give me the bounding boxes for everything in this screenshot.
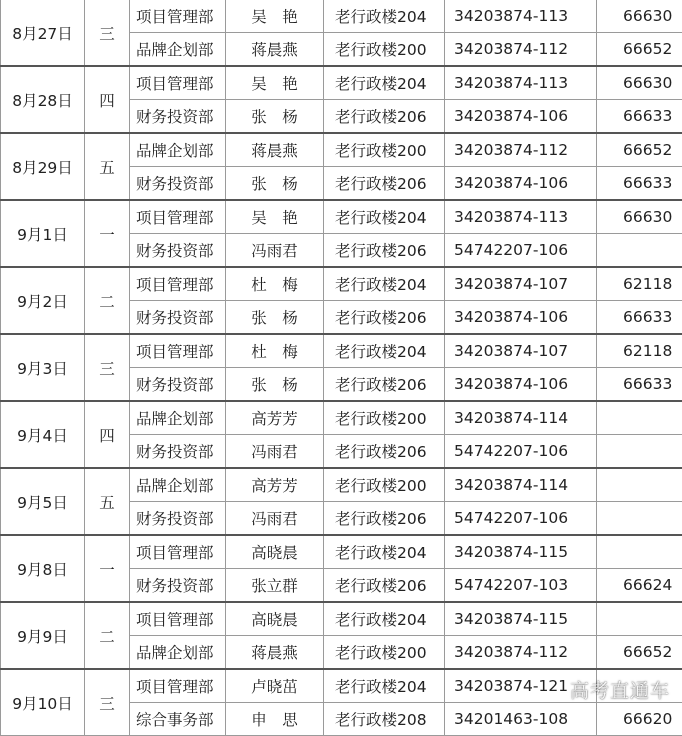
extension-cell: 66630 bbox=[597, 200, 682, 234]
person-cell: 卢晓茁 bbox=[226, 669, 324, 703]
person-cell: 蒋晨燕 bbox=[226, 133, 324, 167]
extension-cell: 66652 bbox=[597, 133, 682, 167]
person-cell: 吴 艳 bbox=[226, 200, 324, 234]
person-cell: 蒋晨燕 bbox=[226, 33, 324, 67]
extension-cell: 66633 bbox=[597, 100, 682, 134]
person-cell: 吴 艳 bbox=[226, 66, 324, 100]
phone-cell: 34203874-107 bbox=[445, 267, 597, 301]
office-cell: 老行政楼206 bbox=[324, 569, 445, 603]
phone-cell: 34203874-106 bbox=[445, 368, 597, 402]
weekday-cell: 五 bbox=[85, 133, 130, 200]
office-cell: 老行政楼204 bbox=[324, 200, 445, 234]
phone-cell: 34203874-112 bbox=[445, 636, 597, 670]
person-cell: 冯雨君 bbox=[226, 234, 324, 268]
extension-cell: 66633 bbox=[597, 301, 682, 335]
extension-cell bbox=[597, 535, 682, 569]
department-cell: 品牌企划部 bbox=[130, 636, 226, 670]
weekday-cell: 二 bbox=[85, 267, 130, 334]
extension-cell: 62118 bbox=[597, 267, 682, 301]
extension-cell: 66633 bbox=[597, 167, 682, 201]
weekday-cell: 二 bbox=[85, 602, 130, 669]
office-cell: 老行政楼200 bbox=[324, 33, 445, 67]
office-cell: 老行政楼200 bbox=[324, 468, 445, 502]
extension-cell bbox=[597, 401, 682, 435]
phone-cell: 54742207-106 bbox=[445, 435, 597, 469]
person-cell: 申 思 bbox=[226, 703, 324, 736]
extension-cell: 66652 bbox=[597, 636, 682, 670]
office-cell: 老行政楼206 bbox=[324, 435, 445, 469]
phone-cell: 34203874-121 bbox=[445, 669, 597, 703]
office-cell: 老行政楼204 bbox=[324, 334, 445, 368]
date-cell: 9月3日 bbox=[1, 334, 85, 401]
person-cell: 蒋晨燕 bbox=[226, 636, 324, 670]
phone-cell: 34203874-107 bbox=[445, 334, 597, 368]
department-cell: 财务投资部 bbox=[130, 502, 226, 536]
office-cell: 老行政楼200 bbox=[324, 636, 445, 670]
phone-cell: 34203874-113 bbox=[445, 0, 597, 33]
weekday-cell: 四 bbox=[85, 66, 130, 133]
date-cell: 9月2日 bbox=[1, 267, 85, 334]
extension-cell bbox=[597, 234, 682, 268]
person-cell: 高晓晨 bbox=[226, 602, 324, 636]
table-row bbox=[1, 602, 682, 636]
date-cell: 9月8日 bbox=[1, 535, 85, 602]
date-cell: 9月5日 bbox=[1, 468, 85, 535]
department-cell: 品牌企划部 bbox=[130, 133, 226, 167]
department-cell: 品牌企划部 bbox=[130, 468, 226, 502]
phone-cell: 34203874-113 bbox=[445, 200, 597, 234]
office-cell: 老行政楼206 bbox=[324, 167, 445, 201]
office-cell: 老行政楼204 bbox=[324, 602, 445, 636]
department-cell: 财务投资部 bbox=[130, 569, 226, 603]
phone-cell: 34203874-114 bbox=[445, 468, 597, 502]
office-cell: 老行政楼206 bbox=[324, 368, 445, 402]
phone-cell: 34203874-112 bbox=[445, 133, 597, 167]
department-cell: 品牌企划部 bbox=[130, 33, 226, 67]
office-cell: 老行政楼204 bbox=[324, 669, 445, 703]
office-cell: 老行政楼206 bbox=[324, 502, 445, 536]
phone-cell: 34201463-108 bbox=[445, 703, 597, 736]
person-cell: 张 杨 bbox=[226, 167, 324, 201]
date-cell: 8月27日 bbox=[1, 0, 85, 66]
table-row bbox=[1, 0, 682, 33]
phone-cell: 34203874-115 bbox=[445, 535, 597, 569]
extension-cell: 66633 bbox=[597, 368, 682, 402]
weekday-cell: 三 bbox=[85, 0, 130, 66]
office-cell: 老行政楼206 bbox=[324, 234, 445, 268]
extension-cell: 66620 bbox=[597, 703, 682, 736]
department-cell: 项目管理部 bbox=[130, 0, 226, 33]
person-cell: 张立群 bbox=[226, 569, 324, 603]
extension-cell bbox=[597, 602, 682, 636]
phone-cell: 54742207-106 bbox=[445, 502, 597, 536]
phone-cell: 34203874-112 bbox=[445, 33, 597, 67]
weekday-cell: 四 bbox=[85, 401, 130, 468]
department-cell: 财务投资部 bbox=[130, 368, 226, 402]
office-cell: 老行政楼204 bbox=[324, 66, 445, 100]
table-row bbox=[1, 133, 682, 167]
person-cell: 冯雨君 bbox=[226, 435, 324, 469]
person-cell: 张 杨 bbox=[226, 100, 324, 134]
extension-cell: 66630 bbox=[597, 0, 682, 33]
extension-cell bbox=[597, 502, 682, 536]
date-cell: 9月4日 bbox=[1, 401, 85, 468]
person-cell: 高晓晨 bbox=[226, 535, 324, 569]
table-row bbox=[1, 200, 682, 234]
date-cell: 9月1日 bbox=[1, 200, 85, 267]
extension-cell: 62118 bbox=[597, 334, 682, 368]
person-cell: 张 杨 bbox=[226, 368, 324, 402]
department-cell: 财务投资部 bbox=[130, 301, 226, 335]
date-cell: 8月29日 bbox=[1, 133, 85, 200]
phone-cell: 54742207-106 bbox=[445, 234, 597, 268]
office-cell: 老行政楼200 bbox=[324, 401, 445, 435]
watermark-text: 高考直通车 bbox=[570, 676, 670, 703]
office-cell: 老行政楼204 bbox=[324, 267, 445, 301]
weekday-cell: 五 bbox=[85, 468, 130, 535]
weekday-cell: 三 bbox=[85, 334, 130, 401]
date-cell: 9月10日 bbox=[1, 669, 85, 736]
extension-cell: 66652 bbox=[597, 33, 682, 67]
date-cell: 8月28日 bbox=[1, 66, 85, 133]
office-cell: 老行政楼206 bbox=[324, 100, 445, 134]
extension-cell bbox=[597, 435, 682, 469]
table-row bbox=[1, 267, 682, 301]
phone-cell: 54742207-103 bbox=[445, 569, 597, 603]
phone-cell: 34203874-106 bbox=[445, 100, 597, 134]
phone-cell: 34203874-113 bbox=[445, 66, 597, 100]
office-cell: 老行政楼206 bbox=[324, 301, 445, 335]
date-cell: 9月9日 bbox=[1, 602, 85, 669]
weekday-cell: 一 bbox=[85, 200, 130, 267]
phone-cell: 34203874-106 bbox=[445, 301, 597, 335]
weekday-cell: 三 bbox=[85, 669, 130, 736]
person-cell: 高芳芳 bbox=[226, 401, 324, 435]
office-cell: 老行政楼208 bbox=[324, 703, 445, 736]
person-cell: 杜 梅 bbox=[226, 334, 324, 368]
phone-cell: 34203874-106 bbox=[445, 167, 597, 201]
person-cell: 高芳芳 bbox=[226, 468, 324, 502]
department-cell: 品牌企划部 bbox=[130, 401, 226, 435]
department-cell: 项目管理部 bbox=[130, 66, 226, 100]
table-row bbox=[1, 334, 682, 368]
department-cell: 财务投资部 bbox=[130, 167, 226, 201]
phone-cell: 34203874-114 bbox=[445, 401, 597, 435]
extension-cell bbox=[597, 468, 682, 502]
phone-cell: 34203874-115 bbox=[445, 602, 597, 636]
office-cell: 老行政楼204 bbox=[324, 535, 445, 569]
office-cell: 老行政楼200 bbox=[324, 133, 445, 167]
extension-cell: 66630 bbox=[597, 66, 682, 100]
department-cell: 财务投资部 bbox=[130, 435, 226, 469]
table-row bbox=[1, 468, 682, 502]
department-cell: 综合事务部 bbox=[130, 703, 226, 736]
department-cell: 项目管理部 bbox=[130, 602, 226, 636]
weekday-cell: 一 bbox=[85, 535, 130, 602]
department-cell: 项目管理部 bbox=[130, 334, 226, 368]
table-row bbox=[1, 401, 682, 435]
department-cell: 项目管理部 bbox=[130, 267, 226, 301]
department-cell: 财务投资部 bbox=[130, 100, 226, 134]
table-row bbox=[1, 535, 682, 569]
office-cell: 老行政楼204 bbox=[324, 0, 445, 33]
department-cell: 项目管理部 bbox=[130, 200, 226, 234]
department-cell: 项目管理部 bbox=[130, 535, 226, 569]
table-row bbox=[1, 66, 682, 100]
department-cell: 财务投资部 bbox=[130, 234, 226, 268]
department-cell: 项目管理部 bbox=[130, 669, 226, 703]
person-cell: 杜 梅 bbox=[226, 267, 324, 301]
person-cell: 吴 艳 bbox=[226, 0, 324, 33]
person-cell: 冯雨君 bbox=[226, 502, 324, 536]
person-cell: 张 杨 bbox=[226, 301, 324, 335]
schedule-body bbox=[1, 0, 682, 736]
extension-cell: 66624 bbox=[597, 569, 682, 603]
